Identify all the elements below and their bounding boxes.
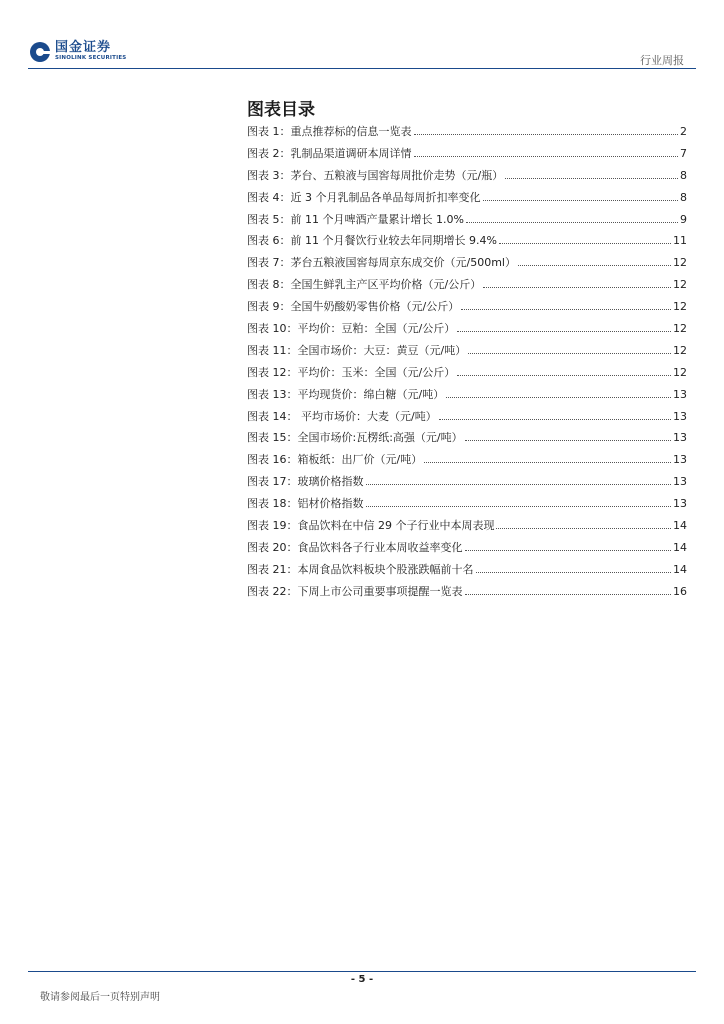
toc-dot-leader bbox=[499, 243, 671, 244]
toc-dot-leader bbox=[518, 265, 671, 266]
toc-dot-leader bbox=[414, 134, 679, 135]
toc-entry[interactable] bbox=[247, 561, 687, 583]
toc-entry-label: 图表 11：全国市场价：大豆：黄豆（元/吨） bbox=[247, 343, 467, 357]
toc-entry-page: 13 bbox=[673, 431, 687, 445]
toc-entry-page: 9 bbox=[680, 212, 687, 226]
toc-entry-page: 8 bbox=[680, 168, 687, 182]
document-type-label: 行业周报 bbox=[640, 54, 684, 67]
toc-entry-page: 16 bbox=[673, 584, 687, 598]
toc-entry[interactable] bbox=[247, 429, 687, 451]
logo-mark-icon bbox=[30, 42, 50, 62]
toc-entry-label: 图表 1：重点推荐标的信息一览表 bbox=[247, 125, 412, 138]
toc-entry-label: 图表 5：前 11 个月啤酒产量累计增长 1.0% bbox=[247, 212, 464, 226]
toc-entry-label: 图表 7：茅台五粮液国窖每周京东成交价（元/500ml） bbox=[247, 256, 516, 270]
toc-dot-leader bbox=[439, 419, 671, 420]
toc-entry[interactable] bbox=[247, 123, 687, 145]
toc-entry-page: 12 bbox=[673, 343, 687, 357]
toc-entry-page: 14 bbox=[673, 519, 687, 533]
toc-entry[interactable] bbox=[247, 320, 687, 342]
toc-dot-leader bbox=[424, 462, 671, 463]
toc-entry-page: 13 bbox=[673, 497, 687, 511]
toc-entry-page: 13 bbox=[673, 475, 687, 489]
toc-entry-label: 图表 3：茅台、五粮液与国窖每周批价走势（元/瓶） bbox=[247, 168, 504, 182]
toc-entry[interactable] bbox=[247, 276, 687, 298]
toc-dot-leader bbox=[465, 440, 671, 441]
toc-entry-page: 12 bbox=[673, 300, 687, 314]
toc-entry[interactable] bbox=[247, 451, 687, 473]
footer-divider bbox=[28, 971, 696, 972]
toc-entry[interactable] bbox=[247, 189, 687, 211]
header-divider bbox=[28, 68, 696, 69]
page-header bbox=[0, 0, 724, 80]
page-number: - 5 - bbox=[350, 974, 374, 985]
toc-entry-label: 图表 17：玻璃价格指数 bbox=[247, 475, 364, 489]
toc-dot-leader bbox=[366, 484, 672, 485]
toc-list bbox=[247, 123, 687, 605]
toc-entry-label: 图表 20：食品饮料各子行业本周收益率变化 bbox=[247, 540, 463, 554]
toc-entry[interactable] bbox=[247, 495, 687, 517]
toc-entry-page: 12 bbox=[673, 278, 687, 292]
toc-entry-label: 图表 12：平均价：玉米：全国（元/公斤） bbox=[247, 365, 456, 379]
toc-entry-label: 图表 9：全国牛奶酸奶零售价格（元/公斤） bbox=[247, 300, 460, 314]
toc-entry-page: 12 bbox=[673, 322, 687, 336]
toc-entry-page: 7 bbox=[680, 146, 687, 160]
toc-entry-page: 13 bbox=[673, 387, 687, 401]
toc-entry-label: 图表 10：平均价：豆粕：全国（元/公斤） bbox=[247, 322, 456, 336]
toc-entry-label: 图表 21：本周食品饮料板块个股涨跌幅前十名 bbox=[247, 562, 474, 576]
logo-english-name: SINOLINK SECURITIES bbox=[55, 55, 127, 61]
toc-entry-page: 14 bbox=[673, 540, 687, 554]
toc-entry[interactable] bbox=[247, 539, 687, 561]
toc-entry-label: 图表 8：全国生鲜乳主产区平均价格（元/公斤） bbox=[247, 278, 482, 292]
toc-entry-page: 13 bbox=[673, 453, 687, 467]
toc-entry[interactable] bbox=[247, 408, 687, 430]
toc-entry[interactable] bbox=[247, 342, 687, 364]
toc-entry-page: 2 bbox=[680, 125, 687, 138]
toc-dot-leader bbox=[446, 397, 671, 398]
toc-entry[interactable] bbox=[247, 473, 687, 495]
toc-dot-leader bbox=[465, 594, 672, 595]
toc-dot-leader bbox=[457, 331, 671, 332]
footer-disclaimer: 敬请参阅最后一页特别声明 bbox=[40, 992, 160, 1003]
toc-entry-page: 12 bbox=[673, 365, 687, 379]
toc-entry[interactable] bbox=[247, 232, 687, 254]
toc-dot-leader bbox=[476, 572, 672, 573]
toc-entry[interactable] bbox=[247, 517, 687, 539]
toc-entry[interactable] bbox=[247, 364, 687, 386]
toc-entry[interactable] bbox=[247, 167, 687, 189]
toc-entry-label: 图表 6：前 11 个月餐饮行业较去年同期增长 9.4% bbox=[247, 234, 497, 248]
toc-entry-label: 图表 19：食品饮料在中信 29 个子行业中本周表现 bbox=[247, 519, 495, 533]
toc-entry[interactable] bbox=[247, 211, 687, 233]
toc-entry-label: 图表 2：乳制品渠道调研本周详情 bbox=[247, 146, 412, 160]
toc-dot-leader bbox=[457, 375, 671, 376]
toc-entry-page: 12 bbox=[673, 256, 687, 270]
toc-dot-leader bbox=[465, 550, 672, 551]
toc-dot-leader bbox=[496, 528, 671, 529]
toc-dot-leader bbox=[505, 178, 678, 179]
toc-entry-page: 11 bbox=[673, 234, 687, 248]
toc-entry-label: 图表 16：箱板纸：出厂价（元/吨） bbox=[247, 453, 423, 467]
toc-entry[interactable] bbox=[247, 145, 687, 167]
toc-entry-label: 图表 13：平均现货价：绵白糖（元/吨） bbox=[247, 387, 445, 401]
company-logo bbox=[30, 41, 126, 62]
toc-entry-page: 14 bbox=[673, 562, 687, 576]
toc-dot-leader bbox=[483, 200, 679, 201]
toc-dot-leader bbox=[414, 156, 679, 157]
logo-chinese-name: 国金证券 bbox=[55, 40, 112, 55]
toc-dot-leader bbox=[466, 222, 678, 223]
toc-title: 图表目录 bbox=[247, 100, 315, 120]
toc-dot-leader bbox=[468, 353, 671, 354]
toc-entry-label: 图表 14： 平均市场价：大麦（元/吨） bbox=[247, 409, 437, 423]
toc-entry[interactable] bbox=[247, 386, 687, 408]
toc-entry-page: 8 bbox=[680, 190, 687, 204]
toc-entry[interactable] bbox=[247, 583, 687, 605]
toc-entry-label: 图表 4：近 3 个月乳制品各单品每周折扣率变化 bbox=[247, 190, 481, 204]
toc-dot-leader bbox=[461, 309, 671, 310]
toc-entry-page: 13 bbox=[673, 409, 687, 423]
toc-entry-label: 图表 18：铝材价格指数 bbox=[247, 497, 364, 511]
toc-entry[interactable] bbox=[247, 298, 687, 320]
toc-entry[interactable] bbox=[247, 254, 687, 276]
toc-dot-leader bbox=[366, 506, 672, 507]
toc-entry-label: 图表 15：全国市场价:瓦楞纸:高强（元/吨） bbox=[247, 431, 463, 445]
toc-entry-label: 图表 22：下周上市公司重要事项提醒一览表 bbox=[247, 584, 463, 598]
toc-dot-leader bbox=[483, 287, 671, 288]
